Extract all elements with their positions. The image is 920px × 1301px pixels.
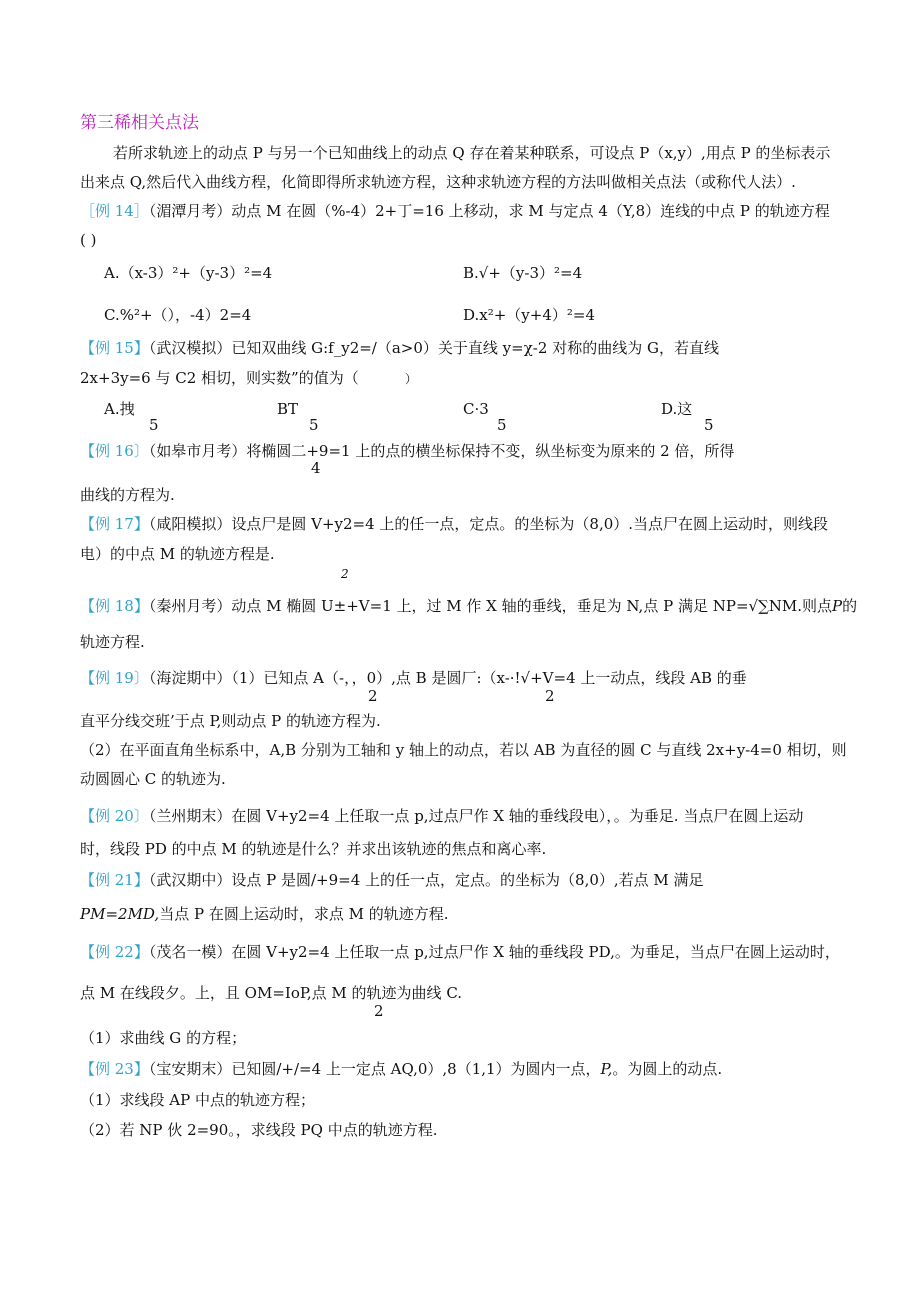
example-23-line-1 xyxy=(80,1059,722,1079)
intro-line-1: 若所求轨迹上的动点 P 与另一个已知曲线上的动点 Q 存在着某种联系，可设点 P（x,y）,用点 P 的坐标表示 xyxy=(113,144,831,162)
example-21-line-1 xyxy=(80,870,704,890)
example-14-option-a: A.（x-3）²+（y-3）²=4 xyxy=(104,264,273,282)
example-15-close-paren: ） xyxy=(405,372,418,386)
example-19-line-3: （2）在平面直角坐标系中，A,B 分别为工轴和 y 轴上的动点，若以 AB 为直径的圆 C 与直线 2x+y-4=0 相切，则 xyxy=(80,741,847,759)
example-22-line-1 xyxy=(80,942,840,962)
example-18-line-1 xyxy=(80,596,857,616)
example-17-tag: 【例 17】 xyxy=(80,515,149,533)
example-23-text-1: （宝安期末）已知圆/+/=4 上一定点 AQ,0）,8（1,1）为圆内一点， xyxy=(148,1060,601,1078)
example-17-line-1 xyxy=(80,514,828,534)
section-title: 第三稀相关点法 xyxy=(80,113,199,133)
example-20-tag: 【例 20〕 xyxy=(80,807,149,825)
example-17-superscript: 2 xyxy=(341,567,349,581)
example-15-option-c: C·3 xyxy=(463,400,489,418)
example-19-line-1 xyxy=(80,668,747,688)
example-18-line-2: 轨迹方程. xyxy=(80,633,145,651)
example-19-denominator-b: 2 xyxy=(545,687,555,705)
example-21-condition: PM=2MD, xyxy=(80,905,160,923)
example-19-line-2: 直平分线交班’于点 P,则动点 P 的轨迹方程为. xyxy=(80,712,381,730)
example-15-option-d-denominator: 5 xyxy=(704,416,714,434)
example-17-text-1: （咸阳模拟）设点尸是圆 V+y2=4 上的任一点，定点。的坐标为（8,0）.当点尸在圆上运动时，则线段 xyxy=(148,515,829,533)
example-14-line-1 xyxy=(80,201,830,221)
example-15-line-2: 2x+3y=6 与 C2 相切，则实数”的值为（ xyxy=(80,369,359,387)
example-19-tag: 【例 19〕 xyxy=(80,669,149,687)
example-18-variable-p: P xyxy=(832,597,843,615)
example-22-line-3: （1）求曲线 G 的方程； xyxy=(80,1029,247,1047)
example-16-denominator: 4 xyxy=(311,459,321,477)
example-21-text-2: 当点 P 在圆上运动时，求点 M 的轨迹方程. xyxy=(159,905,449,923)
example-22-denominator: 2 xyxy=(374,1002,384,1020)
example-15-option-b: BT xyxy=(277,400,299,418)
example-15-text-1: （武汉模拟）已知双曲线 G:f_y2=/（a>0）关于直线 y=χ-2 对称的曲线为 G，若直线 xyxy=(148,339,719,357)
example-16-text-1: （如皋市月考）将椭圆二+9=1 上的点的横坐标保持不变，纵坐标变为原来的 2 倍，所得 xyxy=(148,442,735,460)
example-21-tag: 【例 21】 xyxy=(80,871,149,889)
example-18-text-1: （秦州月考）动点 M 椭圆 U±+V=1 上，过 M 作 X 轴的垂线，垂足为 N,点 P 满足 NP=√∑NM.则点 xyxy=(148,597,833,615)
example-14-option-c: C.%²+（），-4）2=4 xyxy=(104,306,252,324)
example-15-option-b-denominator: 5 xyxy=(309,416,319,434)
example-18-tag: 【例 18】 xyxy=(80,597,149,615)
example-14-text-1: （湄潭月考）动点 M 在圆（%-4）2+丁=16 上移动，求 M 与定点 4（Y,8）连线的中点 P 的轨迹方程 xyxy=(148,202,830,220)
example-20-line-1 xyxy=(80,806,803,826)
example-14-paren: ( ) xyxy=(80,231,97,249)
example-15-tag: 【例 15】 xyxy=(80,339,149,357)
example-15-option-d: D.这 xyxy=(661,400,693,418)
example-23-line-2: （1）求线段 AP 中点的轨迹方程； xyxy=(80,1091,316,1109)
example-23-text-1b: 。为圆上的动点. xyxy=(612,1060,723,1078)
example-16-line-2: 曲线的方程为. xyxy=(80,486,175,504)
example-20-line-2: 时，线段 PD 的中点 M 的轨迹是什么？并求出该轨迹的焦点和离心率. xyxy=(80,840,547,858)
example-22-line-2: 点 M 在线段夕。上，且 OM=IoP,点 M 的轨迹为曲线 C. xyxy=(80,984,463,1002)
example-19-denominator-a: 2 xyxy=(368,687,378,705)
example-23-line-3: （2）若 NP 伙 2=90。，求线段 PQ 中点的轨迹方程. xyxy=(80,1121,438,1139)
example-19-text-1: （海淀期中）（1）已知点 A（-，，0）,点 B 是圆厂:（x-·!√+V=4 上一动点，线段 AB 的垂 xyxy=(148,669,747,687)
intro-line-2: 出来点 Q,然后代入曲线方程，化简即得所求轨迹方程，这种求轨迹方程的方法叫做相关点法（或称代人法）. xyxy=(80,173,796,191)
example-23-tag: 【例 23】 xyxy=(80,1060,149,1078)
example-16-line-1 xyxy=(80,441,734,461)
example-21-line-2 xyxy=(80,904,448,924)
example-17-line-2: 电）的中点 M 的轨迹方程是. xyxy=(80,545,275,563)
example-15-line-1 xyxy=(80,338,719,358)
example-14-option-d: D.x²+（y+4）²=4 xyxy=(463,306,596,324)
example-16-tag: 【例 16〕 xyxy=(80,442,149,460)
example-23-variable-p: P, xyxy=(600,1060,613,1078)
example-20-text-1: （兰州期末）在圆 V+y2=4 上任取一点 p,过点尸作 X 轴的垂线段电），。为垂足. 当点尸在圆上运动 xyxy=(148,807,804,825)
example-22-text-1: （茂名一模）在圆 V+y2=4 上任取一点 p,过点尸作 X 轴的垂线段 PD,。为垂足，当点尸在圆上运动时， xyxy=(148,943,840,961)
example-18-text-1b: 的 xyxy=(842,597,858,615)
example-15-option-c-denominator: 5 xyxy=(497,416,507,434)
example-19-line-4: 动圆圆心 C 的轨迹为. xyxy=(80,770,226,788)
example-15-option-a-denominator: 5 xyxy=(149,416,159,434)
example-14-tag: ［例 14］ xyxy=(80,202,149,220)
example-21-text-1: （武汉期中）设点 P 是圆/+9=4 上的任一点，定点。的坐标为（8,0）,若点 M 满足 xyxy=(148,871,704,889)
example-22-tag: 【例 22】 xyxy=(80,943,149,961)
example-14-option-b: B.√+（y-3）²=4 xyxy=(463,264,583,282)
example-15-option-a: A.拽 xyxy=(104,400,135,418)
